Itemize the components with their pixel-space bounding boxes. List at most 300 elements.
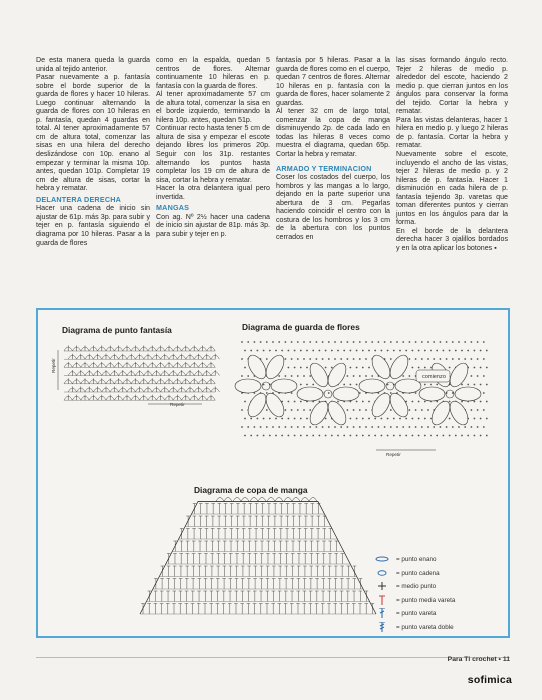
chain-dot [350, 367, 352, 369]
petal-mark [306, 398, 331, 428]
chain-dot [353, 341, 355, 343]
chain-dot [328, 392, 330, 394]
chain-dot [244, 435, 246, 437]
chain-dot [446, 358, 448, 360]
chain-dot [359, 341, 361, 343]
chain-dot [300, 401, 302, 403]
chain-dot [362, 401, 364, 403]
legend-label: = punto cadena [396, 569, 440, 577]
chain-dot [241, 426, 243, 428]
chain-dot [449, 367, 451, 369]
chain-dot [483, 426, 485, 428]
chain-dot [331, 435, 333, 437]
chain-dot [430, 418, 432, 420]
chain-dot [483, 409, 485, 411]
chain-dot [474, 435, 476, 437]
chain-dot [340, 341, 342, 343]
chain-dot [471, 426, 473, 428]
chain-dot [244, 367, 246, 369]
chain-dot [436, 384, 438, 386]
chain-dot [387, 350, 389, 352]
chain-dot [396, 426, 398, 428]
legend-label: = punto vareta [396, 610, 437, 618]
chain-dot [393, 435, 395, 437]
chain-dot [430, 367, 432, 369]
petal-mark [368, 352, 393, 382]
brand-watermark: sofimica [467, 674, 512, 686]
chain-dot [300, 367, 302, 369]
chain-dot [365, 426, 367, 428]
diagram-title-manga: Diagrama de copa de manga [194, 485, 308, 495]
chain-dot [418, 350, 420, 352]
chain-dot [350, 435, 352, 437]
chain-dot [278, 375, 280, 377]
petal-mark [428, 398, 453, 428]
chain-dot [374, 435, 376, 437]
chain-dot [241, 358, 243, 360]
chain-dot [359, 358, 361, 360]
chain-dot [384, 341, 386, 343]
chain-dot [275, 418, 277, 420]
chain-dot [374, 418, 376, 420]
flower-center [446, 390, 454, 398]
chain-dot [365, 375, 367, 377]
chain-dot [424, 435, 426, 437]
chain-dot [480, 401, 482, 403]
chain-dot [378, 426, 380, 428]
chain-dot [418, 418, 420, 420]
chain-dot [474, 350, 476, 352]
chain-dot [477, 409, 479, 411]
chain-dot [300, 418, 302, 420]
chain-dot [285, 426, 287, 428]
chain-dot [303, 375, 305, 377]
chain-dot [362, 350, 364, 352]
chain-dot [306, 418, 308, 420]
repeat-label-bottom: Repetir [170, 402, 185, 407]
chain-dot [319, 350, 321, 352]
chain-dot [244, 418, 246, 420]
chain-dot [291, 358, 293, 360]
chain-dot [387, 418, 389, 420]
chain-dot [368, 435, 370, 437]
chain-dot [467, 435, 469, 437]
chain-dot [430, 384, 432, 386]
chain-dot [464, 358, 466, 360]
chain-dot [474, 367, 476, 369]
chain-dot [328, 426, 330, 428]
chain-dot [291, 392, 293, 394]
chain-dot [306, 435, 308, 437]
chain-dot [343, 435, 345, 437]
chain-dot [421, 358, 423, 360]
chain-dot [368, 350, 370, 352]
chain-dot [328, 358, 330, 360]
scallop-mark [301, 498, 317, 502]
chain-dot [362, 418, 364, 420]
chain-dot [319, 435, 321, 437]
chain-dot [393, 350, 395, 352]
legend-label: = punto media vareta [396, 596, 456, 604]
chain-dot [365, 409, 367, 411]
chain-dot [347, 426, 349, 428]
chain-dot [409, 375, 411, 377]
stitch-diagram-flores [236, 338, 498, 458]
chain-dot [424, 384, 426, 386]
chain-dot [294, 435, 296, 437]
chain-dot [288, 401, 290, 403]
chain-dot [347, 375, 349, 377]
chain-dot [418, 401, 420, 403]
chain-dot [263, 350, 265, 352]
triple-t-icon [374, 622, 390, 632]
chain-dot [374, 350, 376, 352]
chain-dot [393, 418, 395, 420]
chain-dot [257, 418, 259, 420]
chain-dot [260, 426, 262, 428]
chain-dot [430, 350, 432, 352]
chain-dot [412, 367, 414, 369]
chain-dot [350, 350, 352, 352]
chain-dot [347, 341, 349, 343]
chain-dot [455, 435, 457, 437]
chain-dot [297, 341, 299, 343]
petal-mark [386, 390, 411, 420]
chain-dot [368, 401, 370, 403]
chain-dot [244, 350, 246, 352]
chain-dot [440, 426, 442, 428]
chain-dot [303, 426, 305, 428]
chain-dot [356, 418, 358, 420]
paragraph: Para las vistas delanteras, hacer 1 hilera en medio p. y luego 2 hileras de p. fantasía. Cortar la hebra y rematar. [396, 115, 508, 150]
chain-dot [334, 341, 336, 343]
chain-dot [356, 350, 358, 352]
chain-dot [266, 409, 268, 411]
chain-dot [461, 435, 463, 437]
chain-dot [390, 426, 392, 428]
petal-mark [262, 352, 287, 382]
stitch-diagram-manga [136, 496, 380, 631]
chain-dot [405, 418, 407, 420]
chain-dot [269, 418, 271, 420]
chain-dot [464, 341, 466, 343]
chain-dot [477, 375, 479, 377]
chain-dot [433, 426, 435, 428]
chain-dot [474, 418, 476, 420]
section-heading-delantera-derecha: DELANTERA DERECHA [36, 194, 121, 204]
chain-dot [325, 435, 327, 437]
petal-mark [455, 387, 481, 401]
chain-dot [405, 350, 407, 352]
chain-dot [430, 435, 432, 437]
chain-dot [390, 341, 392, 343]
petal-mark [324, 360, 349, 390]
chain-dot [331, 367, 333, 369]
chain-dot [452, 426, 454, 428]
chain-dot [381, 418, 383, 420]
chain-dot [424, 367, 426, 369]
chain-dot [480, 384, 482, 386]
chain-dot [297, 409, 299, 411]
chain-dot [272, 341, 274, 343]
t-icon [374, 595, 390, 605]
chain-dot [272, 426, 274, 428]
chain-dot [486, 401, 488, 403]
chain-dot [427, 426, 429, 428]
chain-dot [306, 350, 308, 352]
chain-dot [449, 401, 451, 403]
chain-dot [297, 426, 299, 428]
footer-divider [36, 657, 510, 658]
chain-dot [288, 418, 290, 420]
chain-dot [405, 435, 407, 437]
chain-dot [433, 341, 435, 343]
chain-dot [371, 375, 373, 377]
chain-dot [263, 435, 265, 437]
chain-dot [427, 341, 429, 343]
chain-dot [371, 341, 373, 343]
chain-dot [343, 350, 345, 352]
chain-dot [260, 341, 262, 343]
chain-dot [353, 426, 355, 428]
chain-dot [347, 358, 349, 360]
chain-dot [254, 426, 256, 428]
chain-dot [365, 358, 367, 360]
chain-dot [415, 392, 417, 394]
chain-dot [353, 375, 355, 377]
chain-dot [328, 341, 330, 343]
chain-dot [477, 358, 479, 360]
chain-dot [402, 375, 404, 377]
chain-dot [247, 375, 249, 377]
chain-dot [477, 426, 479, 428]
chain-dot [433, 358, 435, 360]
chain-dot [440, 358, 442, 360]
chain-dot [300, 350, 302, 352]
chain-dot [464, 426, 466, 428]
chain-dot [285, 409, 287, 411]
chain-dot [421, 341, 423, 343]
chain-dot [412, 401, 414, 403]
chain-dot [387, 435, 389, 437]
chain-dot [285, 375, 287, 377]
chain-dot [303, 409, 305, 411]
chain-dot [483, 375, 485, 377]
chain-dot [483, 358, 485, 360]
page-footer: Para Ti crochet • 11 [447, 656, 510, 663]
chain-dot [316, 341, 318, 343]
chain-dot [480, 350, 482, 352]
chain-dot [359, 426, 361, 428]
chain-dot [446, 426, 448, 428]
paragraph: Hacer una cadena de inicio sin ajustar de 61p. más 3p. para subir y tejer en p. fantasía siguiendo el diagrama por 10 hileras. Pasar a la guarda de flores [36, 204, 150, 247]
chain-dot [368, 418, 370, 420]
chain-dot [309, 409, 311, 411]
chain-dot [486, 350, 488, 352]
chain-dot [322, 341, 324, 343]
chain-dot [353, 409, 355, 411]
chain-dot [480, 435, 482, 437]
paragraph: Continuar recto hasta tener 5 cm de altura de sisa y empezar el escote dejando libres los primeros 20p. Seguir con los 31p. restantes alternando los puntos hasta completar los 19 cm de altura de sisa, cortar la hebra y rematar. [156, 124, 270, 184]
chain-dot [309, 426, 311, 428]
petal-mark [333, 387, 359, 401]
chain-dot [241, 341, 243, 343]
petal-mark [386, 352, 411, 382]
chain-dot [458, 341, 460, 343]
paragraph: fantasía por 5 hileras. Pasar a la guarda de flores como en el cuerpo, quedan 7 centros de flores. Alternar 10 hileras en p. fantasía con la guarda de flores, hacer solamente 2 guardas. [276, 56, 390, 107]
chain-dot [300, 435, 302, 437]
chain-dot [316, 358, 318, 360]
chain-dot [297, 375, 299, 377]
chain-dot [291, 341, 293, 343]
chain-dot [247, 426, 249, 428]
chain-dot [458, 426, 460, 428]
chain-dot [402, 341, 404, 343]
chain-dot [365, 341, 367, 343]
chain-dot [449, 418, 451, 420]
chain-dot [424, 401, 426, 403]
petal-mark [446, 398, 471, 428]
chain-dot [443, 350, 445, 352]
chain-dot [399, 435, 401, 437]
paragraph: De esta manera queda la guarda unida al tejido anterior. [36, 56, 150, 73]
chain-dot [418, 435, 420, 437]
chain-dot [337, 350, 339, 352]
chain-dot [300, 384, 302, 386]
text-column-3 [276, 56, 390, 242]
chain-dot [418, 367, 420, 369]
scallop-mark [216, 498, 232, 502]
petal-mark [244, 352, 269, 382]
chain-dot [427, 358, 429, 360]
text-column-1 [36, 56, 150, 247]
chain-dot [427, 409, 429, 411]
chain-dot [421, 426, 423, 428]
chain-dot [309, 341, 311, 343]
chain-dot [343, 384, 345, 386]
petal-mark [306, 360, 331, 390]
chain-dot [415, 409, 417, 411]
chain-dot [340, 426, 342, 428]
chain-dot [480, 418, 482, 420]
chain-dot [288, 435, 290, 437]
chain-dot [337, 435, 339, 437]
chain-dot [483, 392, 485, 394]
chain-dot [409, 409, 411, 411]
petal-mark [262, 390, 287, 420]
chain-dot [288, 367, 290, 369]
paragraph: Hacer la otra delantera igual pero invertida. [156, 184, 270, 201]
petal-mark [359, 379, 385, 393]
chain-dot [322, 358, 324, 360]
chain-dot [449, 435, 451, 437]
chain-dot [266, 341, 268, 343]
legend-label: = punto vareta doble [396, 623, 454, 631]
paragraph: Coser los costados del cuerpo, los hombros y las mangas a lo largo, dejando en la parte superior una abertura de 3 cm. Pegarlas haciendo coincidir el centro con la costura de los hombros y los 3 cm de la abertura con los puntos cerrados en [276, 173, 390, 241]
chain-dot [402, 426, 404, 428]
petal-mark [324, 398, 349, 428]
chain-dot [356, 435, 358, 437]
chain-dot [396, 341, 398, 343]
chain-dot [294, 367, 296, 369]
chain-dot [285, 341, 287, 343]
chain-dot [399, 418, 401, 420]
chain-dot [486, 384, 488, 386]
petal-mark [297, 387, 323, 401]
diagram-title-flores: Diagrama de guarda de flores [242, 322, 360, 332]
chain-dot [467, 384, 469, 386]
diagram-title-fantasia: Diagrama de punto fantasía [62, 325, 172, 335]
chain-dot [278, 341, 280, 343]
chain-dot [312, 384, 314, 386]
chain-dot [269, 435, 271, 437]
chain-dot [412, 435, 414, 437]
chain-dot [337, 401, 339, 403]
oval-icon [374, 554, 390, 564]
chain-dot [362, 367, 364, 369]
chain-dot [371, 426, 373, 428]
chain-dot [486, 418, 488, 420]
chain-dot [412, 418, 414, 420]
chain-dot [250, 350, 252, 352]
chain-dot [368, 367, 370, 369]
chain-dot [421, 409, 423, 411]
scallop-mark [267, 498, 283, 502]
chain-dot [452, 341, 454, 343]
chain-dot [294, 418, 296, 420]
petal-mark [368, 390, 393, 420]
chain-dot [325, 350, 327, 352]
section-heading-mangas: MANGAS [156, 203, 190, 213]
chain-dot [409, 358, 411, 360]
chain-dot [436, 350, 438, 352]
chain-dot [244, 401, 246, 403]
scallop-mark [233, 498, 249, 502]
sleeve-outline [140, 502, 376, 615]
chain-dot [362, 435, 364, 437]
scallop-mark [284, 498, 300, 502]
chain-dot [250, 435, 252, 437]
paragraph: En el borde de la delantera derecha hacer 3 ojalillos bordados y en la otra aplicar los botones ▪ [396, 226, 508, 253]
chain-dot [384, 426, 386, 428]
chain-dot [477, 341, 479, 343]
scallop-mark [250, 498, 266, 502]
chain-dot [436, 435, 438, 437]
chain-dot [347, 409, 349, 411]
paragraph: como en la espalda, quedan 5 centros de flores. Alternar continuamente 10 hileras en p. fantasía con la guarda de flores. [156, 56, 270, 90]
chain-dot [424, 350, 426, 352]
chain-dot [334, 426, 336, 428]
chain-dot [356, 401, 358, 403]
chain-dot [474, 401, 476, 403]
repeat-label-bottom: Repetir [386, 452, 401, 457]
chain-dot [458, 358, 460, 360]
chain-dot [250, 418, 252, 420]
chain-dot [257, 435, 259, 437]
chain-dot [359, 409, 361, 411]
stitch-diagram-fantasia [52, 340, 222, 420]
chain-dot [312, 435, 314, 437]
text-column-4 [396, 56, 508, 253]
chain-dot [415, 358, 417, 360]
chain-dot [340, 358, 342, 360]
chain-dot [461, 401, 463, 403]
chain-dot [390, 392, 392, 394]
chain-dot [241, 375, 243, 377]
chain-dot [316, 426, 318, 428]
chain-dot [356, 367, 358, 369]
chain-dot [269, 350, 271, 352]
